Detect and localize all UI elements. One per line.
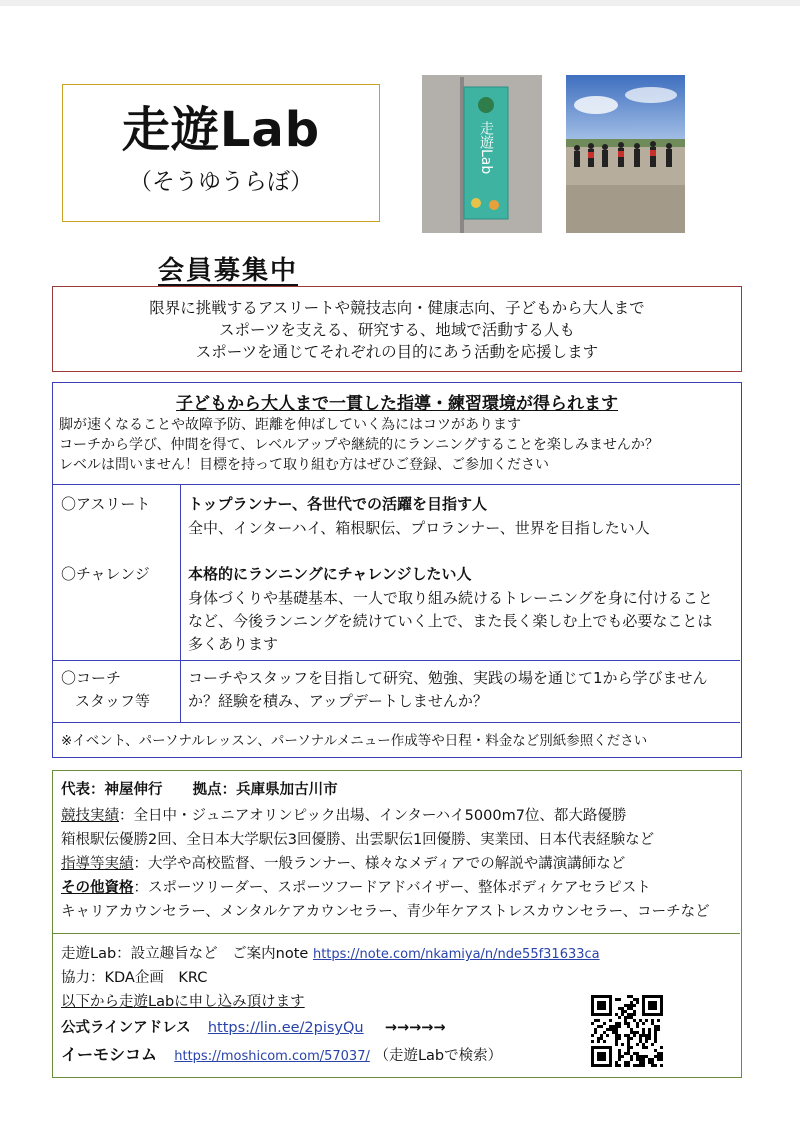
recruit-heading: 会員募集中 xyxy=(158,256,299,286)
programs-intro-line: コーチから学び、仲間を得て、レベルアップや継続的にランニングすることを楽しみませんか？ xyxy=(59,437,659,453)
athlete-title: トップランナー、各世代での活躍を目指す人 xyxy=(188,495,487,513)
qr-code[interactable] xyxy=(591,995,663,1067)
divider xyxy=(53,484,740,485)
coaching-line xyxy=(61,853,625,875)
programs-intro-line: 脚が速くなることや故障予防、距離を伸ばしていく為にはコツがあります xyxy=(59,417,521,433)
career-line xyxy=(61,805,626,827)
representative: 代表：神屋伸行 xyxy=(61,782,163,798)
note-link-label: 走遊Lab：設立趣旨など ご案内note xyxy=(61,946,309,962)
line-link[interactable]: https://lin.ee/2pisyQu xyxy=(207,1020,364,1036)
moshicom-suffix: （走遊Labで検索） xyxy=(374,1048,503,1064)
note-link-line xyxy=(61,943,600,966)
base-location: 拠点：兵庫県加古川市 xyxy=(192,782,338,798)
line-link-row xyxy=(61,1017,446,1039)
quals-line xyxy=(61,877,651,899)
profile-box xyxy=(52,770,742,1078)
intro-line: スポーツを支える、研究する、地域で活動する人も xyxy=(219,321,575,339)
note-link[interactable]: https://note.com/nkamiya/n/nde55f31633ca xyxy=(312,947,600,962)
career-label: 競技実績 xyxy=(61,808,119,824)
coach-label xyxy=(61,667,177,713)
intro-line: スポーツを通じてそれぞれの目的にあう活動を応援します xyxy=(195,343,599,361)
arrows: →→→→→ xyxy=(384,1020,446,1036)
coach-desc: コーチやスタッフを目指して研究、勉強、実践の場を通じて1から学びませんか？経験を積み、アップデートしませんか？ xyxy=(188,669,708,710)
career-text: ：全日中・ジュニアオリンピック出場、インターハイ5000m7位、都大路優勝 xyxy=(119,808,627,824)
intro-box xyxy=(52,286,742,372)
divider xyxy=(53,722,740,723)
challenge-desc-line: など、今後ランニングを続けていく上で、また長く楽しむ上でも必要なことは xyxy=(188,612,713,630)
quals-label: その他資格 xyxy=(61,880,134,896)
divider xyxy=(53,933,740,934)
quals-line-2: キャリアカウンセラー、メンタルケアカウンセラー、青少年ケアストレスカウンセラー、コーチなど xyxy=(61,904,710,920)
challenge-label: 〇チャレンジ xyxy=(61,565,150,583)
programs-note: ※イベント、パーソナルレッスン、パーソナルメニュー作成等や日程・料金など別紙参照ください xyxy=(61,733,648,749)
challenge-title: 本格的にランニングにチャレンジしたい人 xyxy=(188,565,472,583)
coach-label-line: 〇コーチ xyxy=(61,669,122,687)
coach-label-line: スタッフ等 xyxy=(75,692,151,710)
divider xyxy=(53,660,740,661)
cooperation: 協力：KDA企画 KRC xyxy=(61,970,208,986)
career-line-2: 箱根駅伝優勝2回、全日本大学駅伝3回優勝、出雲駅伝1回優勝、実業団、日本代表経験など xyxy=(61,832,655,848)
banner-text: 走遊Lab xyxy=(478,121,494,175)
coaching-label: 指導等実績 xyxy=(61,856,134,872)
programs-intro-line: レベルは問いません！目標を持って取り組む方はぜひご登録、ご参加ください xyxy=(59,457,549,473)
programs-box xyxy=(52,382,742,758)
top-band xyxy=(0,0,800,6)
moshicom-link[interactable]: https://moshicom.com/57037/ xyxy=(174,1049,370,1064)
quals-text: ：スポーツリーダー、スポーツフードアドバイザー、整体ボディケアセラピスト xyxy=(133,880,651,896)
title-box xyxy=(62,84,380,222)
challenge-desc-line: 多くあります xyxy=(188,635,279,653)
coaching-text: ：大学や高校監督、一般ランナー、様々なメディアでの解説や講演講師など xyxy=(133,856,626,872)
athlete-desc: 全中、インターハイ、箱根駅伝、プロランナー、世界を目指したい人 xyxy=(188,519,650,537)
page-title: 走遊Lab xyxy=(121,102,321,158)
moshicom-label: イーモシコム xyxy=(61,1045,158,1064)
divider xyxy=(180,484,181,722)
profile-header xyxy=(61,779,338,801)
challenge-desc xyxy=(188,587,736,656)
programs-heading: 子どもから大人まで一貫した指導・練習環境が得られます xyxy=(176,394,618,414)
banner-photo xyxy=(422,75,542,233)
runners-photo xyxy=(566,75,685,233)
apply-text: 以下から走遊Labに申し込み頂けます xyxy=(61,994,305,1010)
title-reading: （そうゆうらぼ） xyxy=(129,169,313,195)
moshicom-row xyxy=(61,1044,502,1068)
challenge-desc-line: 身体づくりや基礎基本、一人で取り組み続けるトレーニングを身に付けること xyxy=(188,589,713,607)
intro-line: 限界に挑戦するアスリートや競技志向・健康志向、子どもから大人まで xyxy=(149,299,645,317)
programs-intro xyxy=(53,415,741,475)
line-label: 公式ラインアドレス xyxy=(61,1020,191,1036)
athlete-label: 〇アスリート xyxy=(61,495,151,513)
